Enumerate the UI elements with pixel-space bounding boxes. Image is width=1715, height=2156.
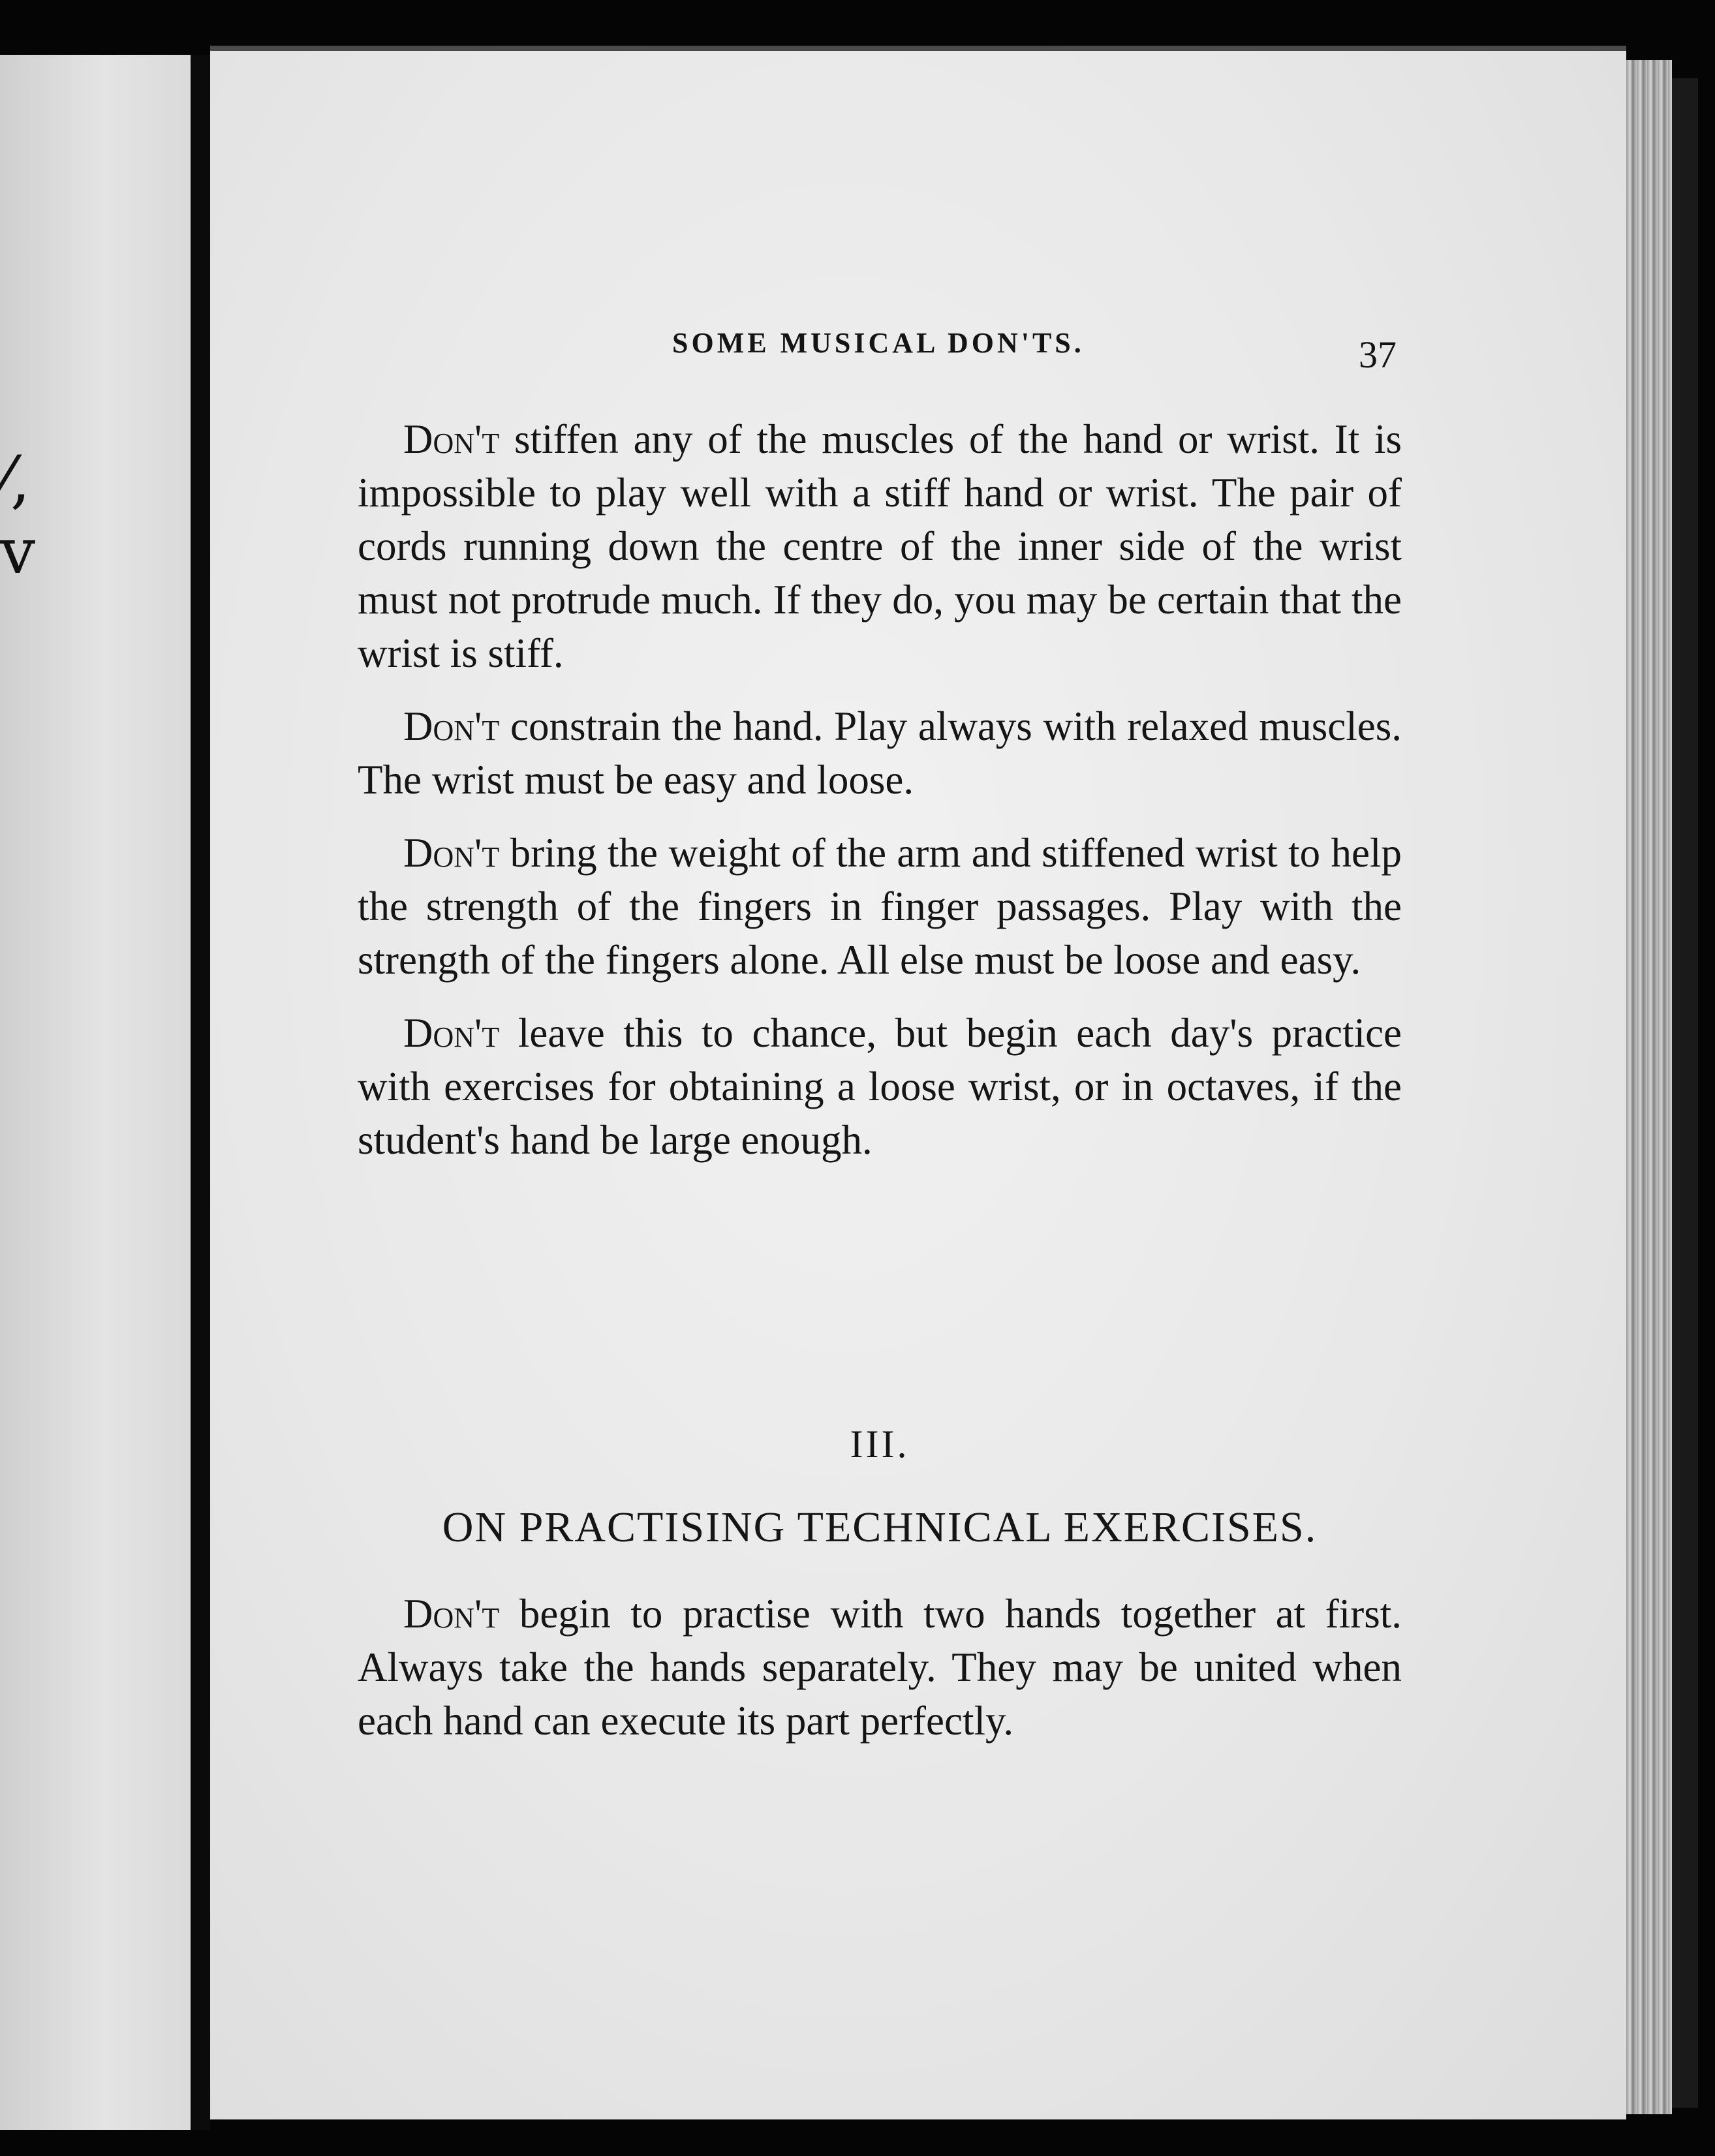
facing-page-edge-text: ⁄, v <box>0 443 36 588</box>
section-title: ON PRACTISING TECHNICAL EXERCISES. <box>442 1503 1318 1551</box>
running-title: SOME MUSICAL DON'TS. <box>672 327 1085 359</box>
page-edges <box>1626 60 1672 2114</box>
paragraph-lead: Don't <box>403 1591 500 1637</box>
paragraph-5 <box>358 1587 1402 1748</box>
section-number: III. <box>850 1423 910 1466</box>
paragraph-1 <box>358 412 1402 680</box>
paragraph-lead: Don't <box>403 416 500 462</box>
book-gutter <box>191 55 210 2130</box>
paragraph-4 <box>358 1006 1402 1167</box>
paragraph-text: constrain the hand. Play always with relaxed muscles. The wrist must be easy and loose. <box>358 703 1402 803</box>
paragraph-2 <box>358 700 1402 807</box>
facing-page <box>0 55 191 2130</box>
paragraph-text: stiffen any of the muscles of the hand or wrist. It is impossible to play well with a stiff hand or wrist. The pair of cords running down the centre of the inner side of the wrist must not protrude much. If they do, you may be certain that the wrist is stiff. <box>358 416 1402 676</box>
paragraph-lead: Don't <box>403 1010 500 1056</box>
paragraph-3 <box>358 826 1402 987</box>
paragraph-lead: Don't <box>403 830 500 876</box>
paragraph-text: begin to practise with two hands together at first. Always take the hands separately. They may be united when each hand can execute its part perfectly. <box>358 1591 1402 1744</box>
page-edges-shadow <box>1672 78 1698 2108</box>
page-number: 37 <box>1359 333 1397 376</box>
paragraph-lead: Don't <box>403 703 500 749</box>
paragraph-text: leave this to chance, but begin each day's practice with exercises for obtaining a loose wrist, or in octaves, if the student's hand be large enough. <box>358 1010 1402 1163</box>
section-body <box>358 1587 1402 1767</box>
page-body <box>358 412 1402 1744</box>
paragraph-text: bring the weight of the arm and stiffened wrist to help the strength of the fingers in finger passages. Play with the strength of the fingers alone. All else must be loose and easy. <box>358 830 1402 983</box>
